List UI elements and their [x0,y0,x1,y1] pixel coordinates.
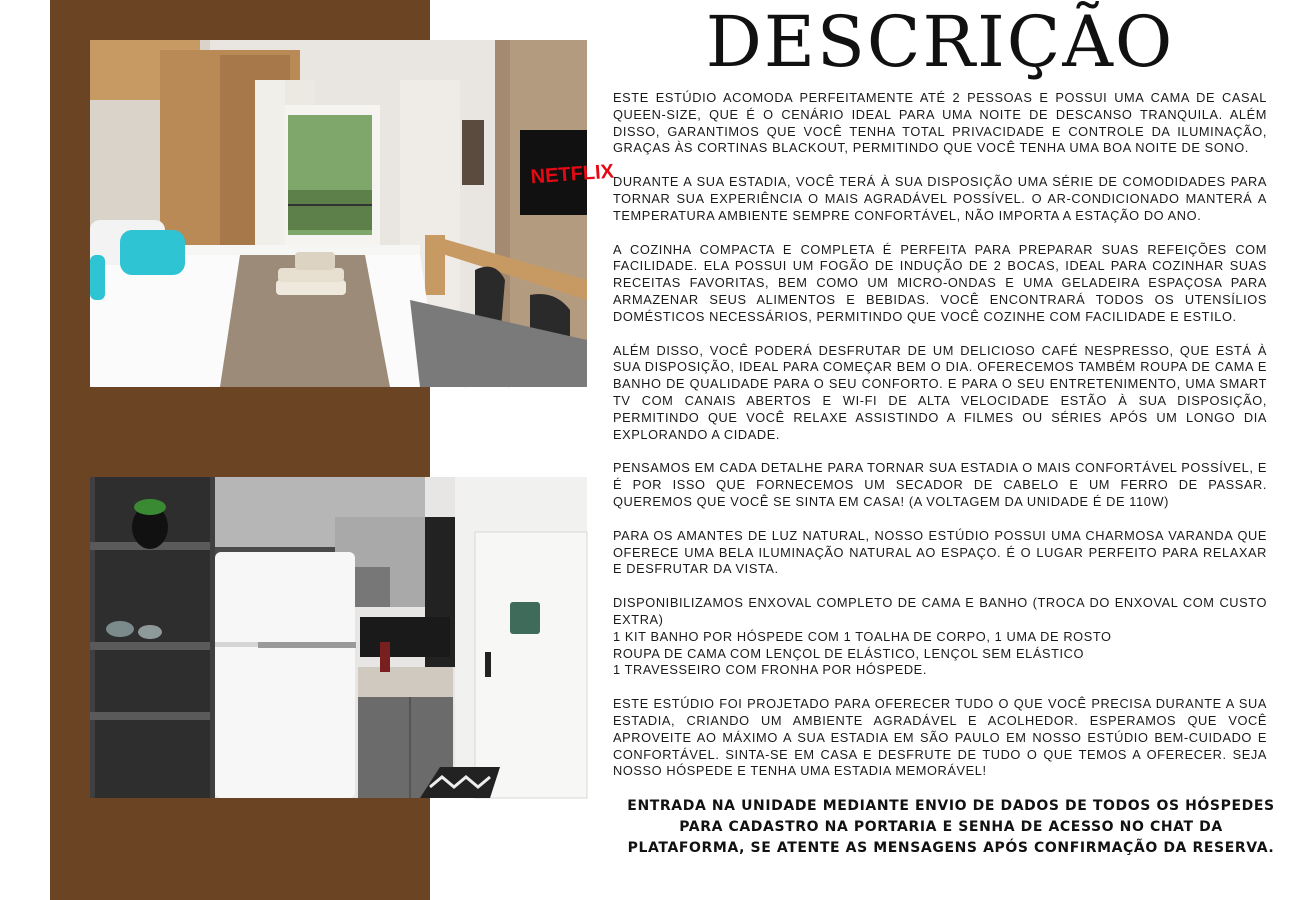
paragraph-bedroom: ESTE ESTÚDIO ACOMODA PERFEITAMENTE ATÉ 2 PESSOAS E POSSUI UMA CAMA DE CASAL QUEEN-SIZE, QUE É O CENÁRIO IDEAL PARA UMA NOITE DE DESCANSO TRANQUILA. ALÉM DISSO, GARANTIMOS QUE VOCÊ TENHA TOTAL PRIVACIDADE E CONTROLE DA ILUMINAÇÃO, GRAÇAS ÀS CORTINAS BLACKOUT, PERMITINDO QUE VOCÊ TENHA UMA BOA NOITE DE SONO. [613,90,1267,156]
check-in-note: ENTRADA NA UNIDADE MEDIANTE ENVIO DE DADOS DE TODOS OS HÓSPEDES PARA CADASTRO NA PORTARIA E SENHA DE ACESSO NO CHAT DA PLATAFORMA, SE ATENTE AS MENSAGENS APÓS CONFIRMAÇÃO DA RESERVA. [627,798,1275,856]
linens-section [613,595,1267,679]
linens-item: ROUPA DE CAMA COM LENÇOL DE ELÁSTICO, LENÇOL SEM ELÁSTICO [613,645,1085,661]
linens-item: 1 KIT BANHO POR HÓSPEDE COM 1 TOALHA DE CORPO, 1 UMA DE ROSTO [613,628,1112,644]
description-body [613,90,1267,797]
paragraph-amenities: DURANTE A SUA ESTADIA, VOCÊ TERÁ À SUA DISPOSIÇÃO UMA SÉRIE DE COMODIDADES PARA TORNAR SUA EXPERIÊNCIA O MAIS AGRADÁVEL POSSÍVEL. O AR-CONDICIONADO MANTERÁ A TEMPERATURA AMBIENTE SEMPRE CONFORTÁVEL, NÃO IMPORTA A ESTAÇÃO DO ANO. [613,174,1267,223]
paragraph-balcony: PARA OS AMANTES DE LUZ NATURAL, NOSSO ESTÚDIO POSSUI UMA CHARMOSA VARANDA QUE OFERECE UMA BELA ILUMINAÇÃO NATURAL AO ESPAÇO. É O LUGAR PERFEITO PARA RELAXAR E DESFRUTAR DA VISTA. [613,527,1267,577]
page-title: DESCRIÇÃO [705,1,1175,83]
paragraph-details: PENSAMOS EM CADA DETALHE PARA TORNAR SUA ESTADIA O MAIS CONFORTÁVEL POSSÍVEL, E É POR ISSO QUE FORNECEMOS UM SECADOR DE CABELO E UM FERRO DE PASSAR. QUEREMOS QUE VOCÊ SE SINTA EM CASA! (A VOLTAGEM DA UNIDADE É DE 110W) [613,460,1267,509]
linens-item: 1 TRAVESSEIRO COM FRONHA POR HÓSPEDE. [613,662,927,678]
linens-intro: DISPONIBILIZAMOS ENXOVAL COMPLETO DE CAMA E BANHO (TROCA DO ENXOVAL COM CUSTO EXTRA) [613,595,1267,627]
bedroom-photo [90,40,615,387]
paragraph-closing: ESTE ESTÚDIO FOI PROJETADO PARA OFERECER TUDO O QUE VOCÊ PRECISA DURANTE A SUA ESTADIA, CRIANDO UM AMBIENTE AGRADÁVEL E ACOLHEDOR. ESPERAMOS QUE VOCÊ APROVEITE AO MÁXIMO A SUA ESTADIA EM SÃO PAULO EM NOSSO ESTÚDIO BEM-CUIDADO E CONFORTÁVEL. SINTA-SE EM CASA E DESFRUTE DE TUDO O QUE TEMOS A OFERECER. SEJA NOSSO HÓSPEDE E TENHA UMA ESTADIA MEMORÁVEL! [613,696,1267,779]
paragraph-kitchen: A COZINHA COMPACTA E COMPLETA É PERFEITA PARA PREPARAR SUAS REFEIÇÕES COM FACILIDADE. ELA POSSUI UM FOGÃO DE INDUÇÃO DE 2 BOCAS, IDEAL PARA COZINHAR SUAS RECEITAS FAVORITAS, BEM COMO UM MICRO-ONDAS E UMA GELADEIRA ESPAÇOSA PARA ARMAZENAR SEUS ALIMENTOS E BEBIDAS. VOCÊ ENCONTRARÁ TODOS OS UTENSÍLIOS DOMÉSTICOS NECESSÁRIOS, PERMITINDO QUE VOCÊ COZINHE COM FACILIDADE E ESTILO. [613,241,1267,324]
paragraph-entertainment: ALÉM DISSO, VOCÊ PODERÁ DESFRUTAR DE UM DELICIOSO CAFÉ NESPRESSO, QUE ESTÁ À SUA DISPOSIÇÃO, IDEAL PARA COMEÇAR BEM O DIA. OFERECEMOS TAMBÉM ROUPA DE CAMA E BANHO DE QUALIDADE PARA O SEU CONFORTO. E PARA O SEU ENTRETENIMENTO, UMA SMART TV COM CANAIS ABERTOS E WI-FI DE ALTA VELOCIDADE ESTÃO À SUA DISPOSIÇÃO, PERMITINDO QUE VOCÊ RELAXE ASSISTINDO A FILMES OU SÉRIES APÓS UM LONGO DIA EXPLORANDO A CIDADE. [613,342,1267,442]
tv-netflix-logo: NETFLIX [529,160,615,189]
kitchen-photo [90,477,587,798]
